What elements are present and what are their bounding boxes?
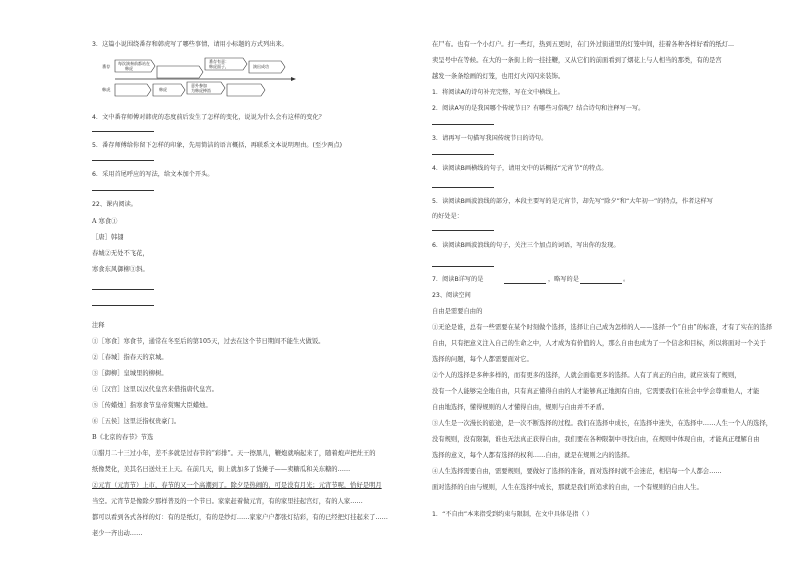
note-1: ①［寒食］寒食节，通常在冬至后的第105天，过去在这个节日期间不能生火做饭。 xyxy=(92,338,325,345)
note-4: ④［汉宫］这里以汉代皇宫来借指唐代皇宫。 xyxy=(92,386,218,393)
passage-23-p2a: ②个人的选择是多种多样的，而有更多的选择，人就会面临更多的选择。人有了真正的自由，就应该有了规则， xyxy=(432,372,741,379)
diagram-box-6 xyxy=(153,84,185,96)
q22-5b: 的好处是： xyxy=(432,213,463,220)
diagram-box-7b-text: 为韩虎捧笛 xyxy=(191,88,211,93)
passage-23-p1b: 自由，只有把意义注入自己的生命之中，人才成为有价值的人，那么自由也成为了一个信念和目标，所以将面对一个关于 xyxy=(432,340,766,347)
text-b-continued-1: 在尸布。也有一个小灯户。打一些灯，热到五更时，在门外过街道里的灯笼中间，挂着各种各样好看的纸灯... xyxy=(432,41,734,48)
diagram-box-3-text: 番存有意： xyxy=(209,59,229,64)
answer-line-4[interactable] xyxy=(92,131,154,132)
q22-7-part-1: 7．阅读B详写的是 xyxy=(432,276,484,283)
q22-5a: 5．读阅读B画波浪线的部分，本段主要写的是元宵节，却先写“除夕”和“大年初一”的特点，作者这样写 xyxy=(432,198,713,205)
text-b-continued-2: 卖呈号中在等候。在大的一条街上的一挂挂鞭，又从它们的前面看到了烟花上与人相当的那类，有的是宫 xyxy=(432,57,722,64)
diagram-box-3b-text: 韩虎面子， xyxy=(209,64,229,69)
answer-line-22-6[interactable] xyxy=(432,266,494,267)
answer-blank-22-7a[interactable] xyxy=(504,283,546,284)
diagram-label-bottom: 韩虎 xyxy=(102,87,111,92)
timeline-arrow-icon xyxy=(291,77,296,81)
q22-2: 2．阅读A写的是我国哪个传统节日？有哪些习俗呢？结合诗句和注释写一写。 xyxy=(432,105,645,112)
note-2: ②［春城］指春天的京城。 xyxy=(92,354,168,361)
passage-23-p1c: 选择的问题，每个人都需要面对它。 xyxy=(432,356,533,363)
answer-line-6[interactable] xyxy=(92,190,154,191)
text-b-para-2d: 老少一齐出动…… xyxy=(92,530,143,537)
poem-line-1: 春城②无处不飞花， xyxy=(92,250,149,257)
note-5: ⑤［传蜡烛］指寒食节皇帝赏赐大臣蜡烛。 xyxy=(92,402,212,409)
poem-line-2: 寒食东风御柳③斜。 xyxy=(92,266,149,273)
answer-line-5[interactable] xyxy=(92,160,154,161)
text-b-para-2a: ②元宵（元宵节）上市，春节的又一个高潮到了。除夕是热闹的，可是没有月光；元宵节呢，恰好是明月 xyxy=(92,482,382,489)
question-3: 3．这篇小说围绕番存和韩虎写了哪些事情，请用小标题的方式列出来。 xyxy=(92,41,288,48)
text-b-para-1a: ①腊月二十三过小年，差不多就是过春节的“彩排”。天一擦黑儿，鞭炮就响起来了，随着炮声把灶王的 xyxy=(92,450,376,457)
answer-blank-22-7b[interactable] xyxy=(580,283,622,284)
note-3: ③［御柳］皇城里的柳树。 xyxy=(92,370,168,377)
section-23-heading: 23、阅读空间 xyxy=(432,292,471,299)
q22-7-part-2: ，略写的是 xyxy=(548,276,579,283)
section-22-heading: 22、课内阅读。 xyxy=(92,201,137,208)
note-6: ⑥［五侯］这里泛指权贵豪门。 xyxy=(92,418,181,425)
passage-23-p3c: 选择的意义，每个人都有选择的权利……自由，就是在规则之内的选择。 xyxy=(432,452,634,459)
passage-23-p4b: 面对选择的自由与规则，人生在选择中成长，那就是我们所追求的自由，一个有规则的自由人生。 xyxy=(432,484,703,491)
text-b-para-1b: 纸像焚化，美其名曰送灶王上天。在前几天，街上就加多了货摊子——卖糖瓜和关东糖的…… xyxy=(92,466,351,473)
diagram-box-4-text: 演出成功 xyxy=(253,64,269,69)
passage-23-p3a: ③人生是一次漫长的旅途，是一次不断选择的过程。我们在选择中成长，在选择中迷失，在选择中……人生一个人的选择， xyxy=(432,420,773,427)
plot-diagram xyxy=(101,57,297,101)
poem-blank-1[interactable] xyxy=(92,289,154,290)
passage-23-p2c: 自由地选择，懂得规则的人才懂得自由，规则与自由并不矛盾。 xyxy=(432,404,609,411)
q22-4: 4．读阅读B画横线的句子，请用文中的话概括“元宵节”的特点。 xyxy=(432,165,608,172)
passage-23-p4a: ④人生选择需要自由，需要规则，要做好了选择的准备，面对选择时就不会迷茫，相信每一个人都会…… xyxy=(432,468,722,475)
notes-heading: 注释 xyxy=(92,322,105,329)
passage-23-p1a: ①无论是谁，总有一些需要在某个时刻做个选择，选择让自己成为怎样的人——选择一个“自由”的标准，才有了实在的选择 xyxy=(432,324,773,331)
text-b-para-2b: 当空。元宵节是像除夕那样普及的一个节日。家家赶着做元宵，有的家里挂起宫灯，有的人家…… xyxy=(92,498,363,505)
q22-6: 6．读阅读B画波浪线的句子，关注三个加点的词语，写出你的发现。 xyxy=(432,242,620,249)
diagram-box-6-text: 韩虎 xyxy=(159,87,167,92)
passage-23-p3b: 没有规则，没有限制，谁也无法真正获得自由，我们要在各种限制中寻找自由，在规则中体现自由，才能真正理解自由 xyxy=(432,436,760,443)
plot-diagram-svg xyxy=(101,57,297,101)
answer-line-22-5[interactable] xyxy=(432,230,494,231)
q23-1: 1．“不自由”本来指受到约束与限制，在文中具体是指（ ） xyxy=(432,511,593,518)
question-5: 5．番存师傅给你留下怎样的印象，先用简洁的语言概括，再联系文本说明理由。(至少两点) xyxy=(92,142,343,149)
diagram-box-1b-text: 韩虎 xyxy=(125,66,133,71)
text-b-heading: B《北京的春节》节选 xyxy=(92,434,154,441)
diagram-box-7-text: 意外参加 xyxy=(191,83,207,88)
text-b-continued-3: 越发一条条绘画的灯笼，也用灯火闪闪来装饰。 xyxy=(432,73,565,80)
poem-blank-2[interactable] xyxy=(92,305,154,306)
q22-3: 3．请再写一句描写我国传统节日的诗句。 xyxy=(432,135,548,142)
q22-1: 1．将阅读A的诗句补充完整，写在文中横线上。 xyxy=(432,89,564,96)
text-b-para-2c: 都可以看到各式各样的灯：有的是纸灯，有的是纱灯……家家户户都张灯结彩，有的已经把灯挂起来了…… xyxy=(92,514,388,521)
passage-23-p2b: 没有一个人能够完全地自由，只有真正懂得自由的人才能够真正地拥有自由，它需要我们在社会中学会尊重他人，才能 xyxy=(432,388,760,395)
poem-author: ［唐］韩翃 xyxy=(92,234,124,241)
diagram-box-5 xyxy=(115,84,151,96)
q22-7-part-3: 。 xyxy=(623,276,630,283)
passage-23-title: 自由是需要自由的 xyxy=(432,308,483,315)
diagram-label-top: 番存 xyxy=(102,64,111,69)
answer-line-22-3[interactable] xyxy=(432,154,494,155)
diagram-box-2 xyxy=(157,66,203,78)
question-6: 6．采用首尾呼应的写法，给文本加个开头。 xyxy=(92,171,214,178)
question-4: 4．文中番存师傅对韩虎的态度前后发生了怎样的变化，说说为什么会有这样的变化？ xyxy=(92,114,325,121)
diagram-box-8 xyxy=(227,84,265,96)
answer-line-22-2[interactable] xyxy=(432,124,494,125)
poem-a-label: A 寒食① xyxy=(92,218,118,225)
answer-line-22-4[interactable] xyxy=(432,187,494,188)
diagram-box-1-text: 每次演奏前都站在 xyxy=(118,61,150,66)
